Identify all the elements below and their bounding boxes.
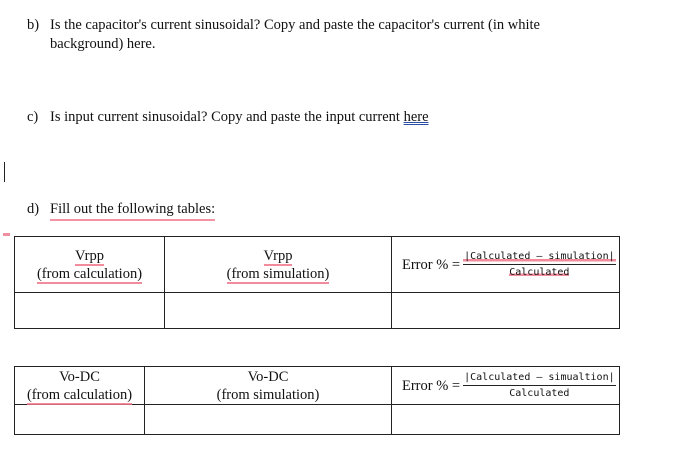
vrpp-error-numerator: |Calculated – simulation| xyxy=(463,251,616,265)
vrpp-error-formula xyxy=(463,251,616,279)
vrpp-error-denominator: Calculated xyxy=(509,266,570,278)
vodc-error-header xyxy=(392,367,620,405)
vodc-calc-cell[interactable] xyxy=(15,405,145,435)
vodc-calc-title: Vo-DC xyxy=(59,368,100,385)
vrpp-calc-cell[interactable] xyxy=(15,293,165,329)
vodc-sim-cell[interactable] xyxy=(145,405,392,435)
vodc-error-denominator: Calculated xyxy=(509,387,570,399)
vrpp-sim-title: Vrpp xyxy=(263,247,293,264)
vodc-calc-subtitle: (from calculation) xyxy=(26,386,133,403)
vodc-sim-subtitle: (from simulation) xyxy=(216,386,320,403)
question-c-text xyxy=(50,108,429,127)
vodc-sim-header xyxy=(145,367,392,405)
vrpp-sim-cell[interactable] xyxy=(165,293,392,329)
vodc-header-row xyxy=(15,367,620,405)
question-d-label: d) xyxy=(27,201,40,217)
vodc-data-row xyxy=(15,405,620,435)
vodc-sim-title: Vo-DC xyxy=(247,368,289,385)
vodc-error-label: Error % = xyxy=(402,377,461,394)
vrpp-calc-header xyxy=(15,237,165,293)
question-b-text-line2: background) here. xyxy=(50,36,156,52)
vrpp-calc-title: Vrpp xyxy=(75,247,104,264)
question-c-link[interactable]: here xyxy=(403,109,429,125)
question-d-text: Fill out the following tables: xyxy=(50,200,215,221)
vodc-error-formula xyxy=(463,372,616,400)
vrpp-sim-subtitle: (from simulation) xyxy=(226,265,330,282)
vodc-table xyxy=(14,366,620,435)
question-b-text-line1: Is the capacitor's current sinusoidal? Copy and paste the capacitor's current (in white xyxy=(50,17,540,33)
vrpp-table xyxy=(14,236,620,329)
vrpp-error-label: Error % = xyxy=(402,256,461,273)
vodc-error-numerator: |Calculated – simualtion| xyxy=(463,372,616,386)
vrpp-sim-header xyxy=(165,237,392,293)
question-b-label: b) xyxy=(27,17,40,33)
vodc-error-cell[interactable] xyxy=(392,405,620,435)
margin-marker xyxy=(3,233,10,236)
question-c-label: c) xyxy=(27,109,39,125)
text-cursor xyxy=(4,162,5,182)
vodc-calc-header xyxy=(15,367,145,405)
vrpp-calc-subtitle: (from calculation) xyxy=(36,265,143,282)
vrpp-data-row xyxy=(15,293,620,329)
vrpp-error-header xyxy=(392,237,620,293)
vrpp-error-cell[interactable] xyxy=(392,293,620,329)
vrpp-header-row xyxy=(15,237,620,293)
question-c-text-main: Is input current sinusoidal? Copy and paste the input current xyxy=(50,109,404,125)
